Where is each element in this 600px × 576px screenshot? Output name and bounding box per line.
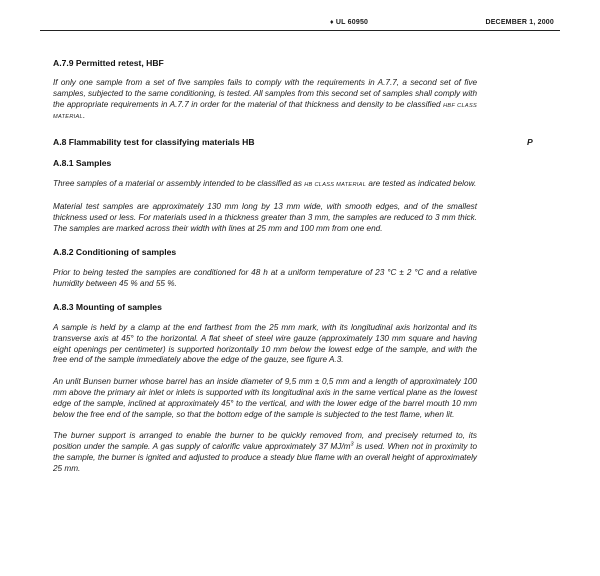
paragraph-a83-3-text: The burner support is arranged to enable the burner to be quickly removed from, and precisely returned to, its position under the sample. A gas supply of calorific value approximately 37 MJ/m (53, 431, 477, 452)
heading-a79: A.7.9 Permitted retest, HBF (53, 58, 164, 68)
paragraph-a79-end: . (82, 111, 86, 121)
heading-a8: A.8 Flammability test for classifying materials HB (53, 137, 255, 148)
paragraph-a81-1-end: are tested as indicated below. (368, 179, 477, 189)
paragraph-a83-1: A sample is held by a clamp at the end farthest from the 25 mm mark, with its longitudinal axis horizontal and its transverse axis at 45° to the horizontal. A flat sheet of steel wire gauze (approximately 130 mm square and having eight openings per centimeter) is supported horizontally 10 mm below the lowest edge of the sample, and with the free end of the sample immediately above the edge of the gauze, see figure A.3. (53, 322, 477, 365)
paragraph-a83-3-end: is used. When not in proximity to the sample, the burner is ignited and adjusted to produce a steady blue flame with an overall height of approximately 25 mm. (53, 442, 478, 473)
paragraph-a81-2: Material test samples are approximately 130 mm long by 13 mm wide, with smooth edges, and of the smallest thickness used or less. For materials used in a thickness greater than 3 mm, the samples are reduced to 3 mm thick. The samples are marked across their width with lines at 25 mm and 100 mm from one end. (53, 201, 477, 233)
paragraph-a82: Prior to being tested the samples are conditioned for 48 h at a uniform temperature of 23 °C ± 2 °C and a relative humidity between 45 % and 55 %. (53, 268, 477, 289)
heading-a83: A.8.3 Mounting of samples (53, 301, 162, 312)
heading-a8-row (53, 137, 533, 148)
superscript-3: 3 (350, 441, 354, 448)
header-rule (40, 30, 560, 31)
term-hbf-class-material: HBF CLASS MATERIAL (53, 102, 477, 121)
paragraph-a83-2: An unlit Bunsen burner whose barrel has an inside diameter of 9,5 mm ± 0,5 mm and a length of approximately 100 mm above the primary air inlet or inlets is supported with its longitudinal axis in the same vertical plane as the lowest edge of the sample, inclined at approximately 45° to the vertical, and with the lower edge of the barrel mouth 10 mm below the free end of the sample, so that the bottom edge of the sample is subjected to the test flame, when lit. (53, 377, 477, 419)
term-hb-class-material: HB CLASS MATERIAL (304, 182, 367, 189)
margin-mark: P (527, 137, 533, 148)
paragraph-a81-1 (53, 179, 477, 191)
paragraph-a81-1-text: Three samples of a material or assembly intended to be classified as (53, 179, 302, 189)
heading-a81: A.8.1 Samples (53, 158, 112, 169)
header-standard: ♦ UL 60950 (330, 19, 369, 26)
heading-a82: A.8.2 Conditioning of samples (53, 247, 177, 258)
document-body (53, 58, 533, 485)
paragraph-a79-text: If only one sample from a set of five samples fails to comply with the requirements in A.7.7, a second set of five samples, subjected to the same conditioning, is tested. All samples from this second set of samples shall comply with the appropriate requirements in A.7.7 in order for the material of that thickness and density to be classified (53, 78, 477, 109)
paragraph-a79 (53, 78, 477, 123)
header-date: DECEMBER 1, 2000 (485, 19, 554, 26)
paragraph-a83-3 (53, 431, 477, 474)
